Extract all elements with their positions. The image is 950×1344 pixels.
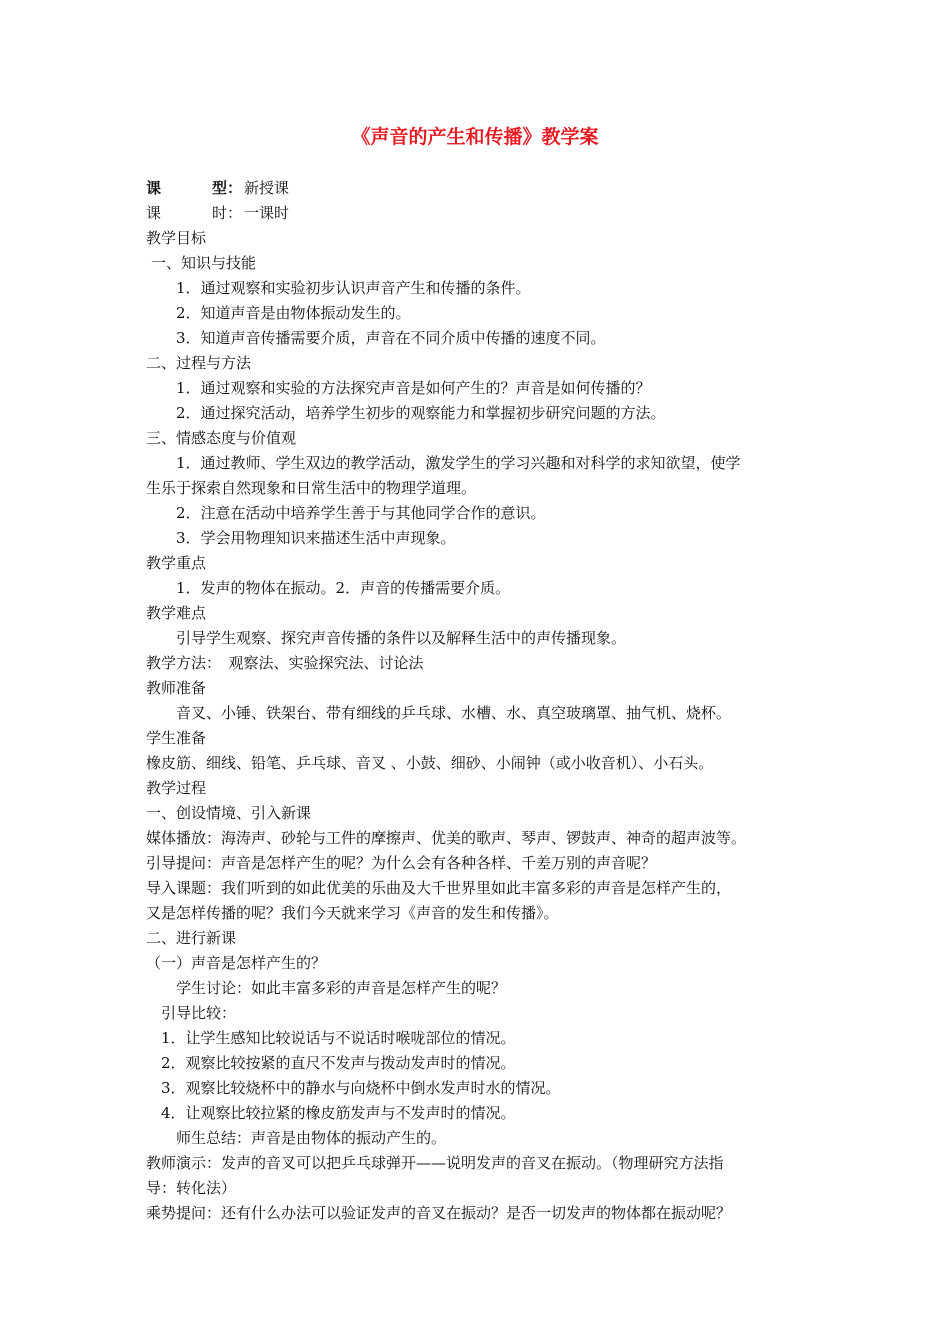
paragraph: 又是怎样传播的呢？我们今天就来学习《声音的发生和传播》。 [146,904,559,922]
section-heading: 教学目标 [146,229,207,247]
list-item: 1．通过教师、学生双边的教学活动，激发学生的学习兴趣和对科学的求知欲望，使学 [176,454,741,472]
list-item-continuation: 生乐于探索自然现象和日常生活中的物理学道理。 [146,479,477,497]
paragraph: 教师演示：发声的音叉可以把乒乓球弹开——说明发声的音叉在振动。（物理研究方法指 [146,1154,724,1172]
section-heading: 教学过程 [146,779,207,797]
subsection-heading: （一）声音是怎样产生的？ [146,954,327,972]
list-item: 2．注意在活动中培养学生善于与其他同学合作的意识。 [176,504,546,522]
list-item: 2．观察比较按紧的直尺不发声与拨动发声时的情况。 [161,1054,516,1072]
paragraph: 引导比较： [161,1004,237,1022]
list-item: 2．通过探究活动，培养学生初步的观察能力和掌握初步研究问题的方法。 [176,404,666,422]
list-item: 1．通过观察和实验初步认识声音产生和传播的条件。 [176,279,531,297]
list-item: 3．学会用物理知识来描述生活中声现象。 [176,529,456,547]
subsection-heading: 二、进行新课 [146,929,237,947]
list-item: 3．知道声音传播需要介质，声音在不同介质中传播的速度不同。 [176,329,606,347]
subsection-heading: 二、过程与方法 [146,354,252,372]
subsection-heading: 三、情感态度与价值观 [146,429,297,447]
subsection-heading: 一、创设情境、引入新课 [146,804,312,822]
paragraph: 导入课题：我们听到的如此优美的乐曲及大千世界里如此丰富多彩的声音是怎样产生的， [146,879,732,897]
list-item: 2．知道声音是由物体振动发生的。 [176,304,411,322]
paragraph: 1．发声的物体在振动。2．声音的传播需要介质。 [176,579,511,597]
paragraph: 引导学生观察、探究声音传播的条件以及解释生活中的声传播现象。 [176,629,627,647]
paragraph: 乘势提问：还有什么办法可以验证发声的音叉在振动？是否一切发声的物体都在振动呢？ [146,1204,732,1222]
paragraph: 导：转化法） [146,1179,237,1197]
list-item: 1．通过观察和实验的方法探究声音是如何产生的？声音是如何传播的？ [176,379,651,397]
list-item: 4．让观察比较拉紧的橡皮筋发声与不发声时的情况。 [161,1104,516,1122]
type-label-b: 型： [212,179,243,197]
paragraph: 音叉、小锤、铁架台、带有细线的乒乓球、水槽、水、真空玻璃罩、抽气机、烧杯。 [176,704,732,722]
section-heading: 学生准备 [146,729,207,747]
section-heading: 教学重点 [146,554,207,572]
subsection-heading: 一、知识与技能 [151,254,257,272]
type-label-a: 课 [146,179,162,197]
time-label-a: 课 [146,204,162,222]
list-item: 3．观察比较烧杯中的静水与向烧杯中倒水发声时水的情况。 [161,1079,561,1097]
section-heading: 教师准备 [146,679,207,697]
section-heading: 教学难点 [146,604,207,622]
type-value: 新授课 [244,179,290,197]
paragraph: 引导提问：声音是怎样产生的呢？为什么会有各种各样、千差万别的声音呢？ [146,854,657,872]
paragraph: 橡皮筋、细线、铅笔、乒乓球、音叉 、小鼓、细砂、小闹钟（或小收音机）、小石头。 [146,754,714,772]
time-value: 一课时 [244,204,290,222]
paragraph: 师生总结：声音是由物体的振动产生的。 [176,1129,447,1147]
paragraph: 教学方法： 观察法、实验探究法、讨论法 [146,654,424,672]
time-label-b: 时： [212,204,243,222]
paragraph: 媒体播放：海涛声、砂轮与工件的摩擦声、优美的歌声、琴声、锣鼓声、神奇的超声波等。 [146,829,747,847]
paragraph: 学生讨论：如此丰富多彩的声音是怎样产生的呢？ [176,979,507,997]
list-item: 1．让学生感知比较说话与不说话时喉咙部位的情况。 [161,1029,516,1047]
document-title: 《声音的产生和传播》教学案 [351,126,599,148]
